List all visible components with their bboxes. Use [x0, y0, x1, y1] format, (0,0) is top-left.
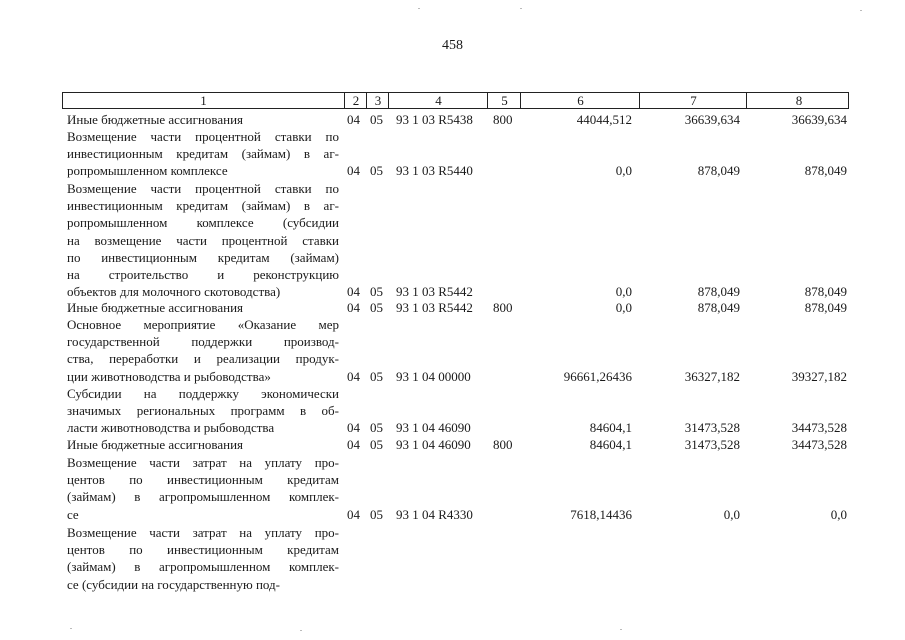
row-cell-c2: 04 [347, 437, 360, 452]
row-description-line: инвестиционным кредитам (займам) в аг- [67, 198, 339, 214]
row-description-line: ства, переработки и реализации продук- [67, 351, 339, 367]
header-col-6: 6 [520, 93, 640, 108]
row-description-line: ции животноводства и рыбоводства» [67, 368, 271, 384]
row-cell-c4: 93 1 04 46090 [396, 420, 471, 436]
row-description-line: центов по инвестиционным кредитам [67, 542, 339, 558]
row-cell-c6: 0,0 [615, 284, 632, 300]
row-description-line: значимых региональных программ в об- [67, 403, 339, 419]
row-cell-c4: 93 1 03 R5438 [396, 112, 473, 127]
row-cell-c3: 05 [370, 437, 383, 452]
row-cell-c7: 878,049 [697, 300, 740, 315]
row-cell-c5: 800 [493, 437, 513, 452]
scan-speck [520, 8, 522, 9]
row-description-line: Возмещение части затрат на уплату про- [67, 455, 339, 470]
scan-speck [860, 10, 862, 11]
scan-speck [418, 8, 420, 9]
row-cell-c5: 800 [493, 112, 513, 127]
row-cell-c7: 31473,528 [684, 420, 740, 436]
row-description-line: ропромышленном комплексе (субсидии [67, 215, 339, 231]
row-description-line: Возмещение части затрат на уплату про- [67, 525, 339, 540]
row-cell-c8: 39327,182 [791, 368, 847, 384]
row-cell-c7: 36327,182 [684, 368, 740, 384]
table-header [62, 92, 849, 109]
row-cell-c8: 0,0 [830, 506, 847, 522]
row-description-line: се [67, 506, 79, 522]
row-cell-c7: 36639,634 [684, 112, 740, 127]
row-cell-c2: 04 [347, 420, 360, 436]
header-col-3: 3 [366, 93, 389, 108]
row-cell-c4: 93 1 04 00000 [396, 368, 471, 384]
row-cell-c3: 05 [370, 112, 383, 127]
scan-speck [300, 630, 302, 631]
row-cell-c6: 96661,26436 [563, 368, 632, 384]
row-description-line: се (субсидии на государственную под- [67, 576, 280, 592]
row-cell-c3: 05 [370, 163, 383, 179]
row-description-line: на возмещение части процентной ставки [67, 232, 339, 248]
row-description-line: Субсидии на поддержку экономически [67, 386, 339, 401]
row-description-line: Основное мероприятие «Оказание мер [67, 317, 339, 332]
row-cell-c8: 36639,634 [791, 112, 847, 127]
header-col-1: 1 [200, 93, 207, 108]
row-cell-c8: 878,049 [804, 284, 847, 300]
row-cell-c6: 7618,14436 [570, 506, 632, 522]
header-col-2: 2 [344, 93, 367, 108]
row-cell-c4: 93 1 03 R5442 [396, 300, 473, 315]
row-cell-c7: 0,0 [723, 506, 740, 522]
row-description-line: Возмещение части процентной ставки по [67, 129, 339, 144]
row-cell-c8: 878,049 [804, 300, 847, 315]
row-cell-c6: 84604,1 [589, 420, 632, 436]
header-col-7: 7 [639, 93, 747, 108]
row-cell-c2: 04 [347, 112, 360, 127]
row-description-line: по инвестиционным кредитам (займам) [67, 249, 339, 265]
row-cell-c6: 44044,512 [576, 112, 632, 127]
row-description-line: (займам) в агропромышленном комплек- [67, 559, 339, 575]
row-cell-c3: 05 [370, 368, 383, 384]
row-description-line: объектов для молочного скотоводства) [67, 284, 281, 300]
row-description-line: (займам) в агропромышленном комплек- [67, 489, 339, 505]
header-col-5: 5 [487, 93, 521, 108]
row-description-line: ропромышленном комплексе [67, 163, 228, 179]
row-cell-c7: 878,049 [697, 163, 740, 179]
row-description-line: ласти животноводства и рыбоводства [67, 420, 275, 436]
row-description-line: на строительство и реконструкцию [67, 267, 339, 282]
row-cell-c3: 05 [370, 420, 383, 436]
row-description-line: Иные бюджетные ассигнования [67, 437, 244, 452]
header-col-8: 8 [746, 93, 851, 108]
row-cell-c8: 34473,528 [791, 420, 847, 436]
row-cell-c8: 878,049 [804, 163, 847, 179]
row-cell-c2: 04 [347, 506, 360, 522]
header-col-4: 4 [388, 93, 488, 108]
scan-speck [620, 629, 622, 630]
row-cell-c7: 31473,528 [684, 437, 740, 452]
row-cell-c4: 93 1 04 R4330 [396, 506, 473, 522]
row-description-line: Возмещение части процентной ставки по [67, 181, 339, 196]
row-cell-c6: 84604,1 [589, 437, 632, 452]
row-cell-c6: 0,0 [615, 300, 632, 315]
page-number: 458 [442, 38, 463, 53]
row-description-line: инвестиционным кредитам (займам) в аг- [67, 146, 339, 162]
row-cell-c7: 878,049 [697, 284, 740, 300]
row-cell-c2: 04 [347, 163, 360, 179]
row-cell-c2: 04 [347, 368, 360, 384]
row-cell-c3: 05 [370, 284, 383, 300]
row-description-line: государственной поддержки производ- [67, 334, 339, 350]
row-description-line: Иные бюджетные ассигнования [67, 300, 244, 315]
row-cell-c6: 0,0 [615, 163, 632, 179]
row-description-line: центов по инвестиционным кредитам [67, 472, 339, 488]
row-cell-c4: 93 1 04 46090 [396, 437, 471, 452]
row-cell-c4: 93 1 03 R5440 [396, 163, 473, 179]
row-description-line: Иные бюджетные ассигнования [67, 112, 244, 127]
row-cell-c5: 800 [493, 300, 513, 315]
scan-speck [70, 628, 72, 629]
row-cell-c4: 93 1 03 R5442 [396, 284, 473, 300]
row-cell-c2: 04 [347, 300, 360, 315]
row-cell-c8: 34473,528 [791, 437, 847, 452]
row-cell-c3: 05 [370, 300, 383, 315]
row-cell-c3: 05 [370, 506, 383, 522]
row-cell-c2: 04 [347, 284, 360, 300]
